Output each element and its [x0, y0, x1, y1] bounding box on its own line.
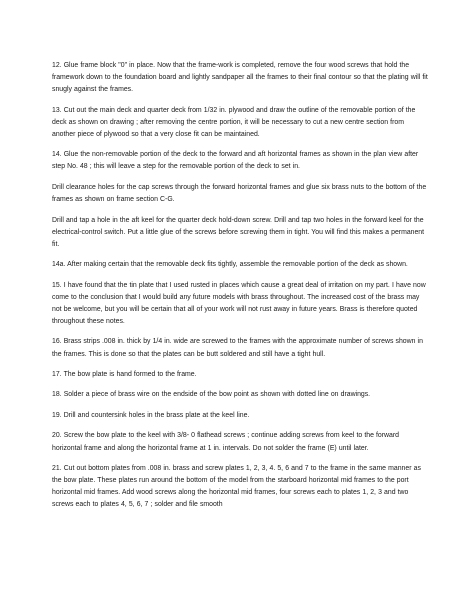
step-16-paragraph: 16. Brass strips .008 in. thick by 1/4 in. wide are screwed to the frames with the approximate number of screws shown in the frames. This is done so that the plates can be butt soldered and still have a tight hull. [52, 338, 423, 358]
step-13-paragraph: 13. Cut out the main deck and quarter deck from 1/32 in. plywood and draw the outline of the removable portion of the deck as shown on drawing ; after removing the centre portion, it will be necessary to cut a new centre section from another piece of plywood so that a very close fit can be maintained. [52, 106, 416, 138]
step-20-paragraph: 20. Screw the bow plate to the keel with 3/8- 0 flathead screws ; continue adding screws from keel to the forward horizontal frame and along the horizontal frame at 1 in. intervals. Do not solder the frame (E) until later. [52, 432, 399, 452]
step-14a-paragraph: 14a. After making certain that the removable deck fits tightly, assemble the removable portion of the deck as shown. [52, 261, 408, 269]
step-18-paragraph: 18. Solder a piece of brass wire on the endside of the bow point as shown with dotted line on drawings. [52, 391, 371, 399]
step-17-paragraph: 17. The bow plate is hand formed to the frame. [52, 371, 197, 378]
step-15-paragraph: 15. I have found that the tin plate that I used rusted in places which cause a great deal of irritation on my part. I have now come to the conclusion that I would build any future models with brass throughout. The increased cost of the brass may not be welcome, but you will be certain that all of your work will not rust away in future years. Brass is therefore quoted throughout these notes. [52, 281, 426, 325]
step-12-paragraph: 12. Glue frame block "0" in place. Now that the frame-work is completed, remove the four wood screws that hold the framework down to the foundation board and lightly sandpaper all the frames to their final contour so that the plating will fit snugly against the frames. [52, 62, 428, 94]
step-14-paragraph: 14. Glue the non-removable portion of the deck to the forward and aft horizontal frames as shown in the plan view after step No. 48 ; this will leave a step for the removable portion of the deck to set in. [52, 151, 419, 171]
step-19-paragraph: 19. Drill and countersink holes in the brass plate at the keel line. [52, 411, 250, 419]
clearance-holes-paragraph: Drill clearance holes for the cap screws through the forward horizontal frames and glue six brass nuts to the bottom of the frames as shown on frame section C-G. [52, 183, 427, 204]
step-21-paragraph: 21. Cut out bottom plates from .008 in. brass and screw plates 1, 2, 3, 4. 5, 6 and 7 to the frame in the same manner as the bow plate. These plates run around the bottom of the model from the starboard horizontal mid frames to the port horizontal mid frames. Add wood screws along the horizontal mid frames, four screws each to plates 1, 2, 3 and two screws each to plates 4, 5, 6, 7 ; solder and file smooth [52, 465, 421, 509]
document-page [52, 60, 428, 520]
drill-and-tap-paragraph: Drill and tap a hole in the aft keel for the quarter deck hold-down screw. Drill and tap two holes in the forward keel for the electrical-control switch. Put a little glue of the screws before screwing them in tight. You will find this makes a permanent fit. [52, 216, 425, 248]
